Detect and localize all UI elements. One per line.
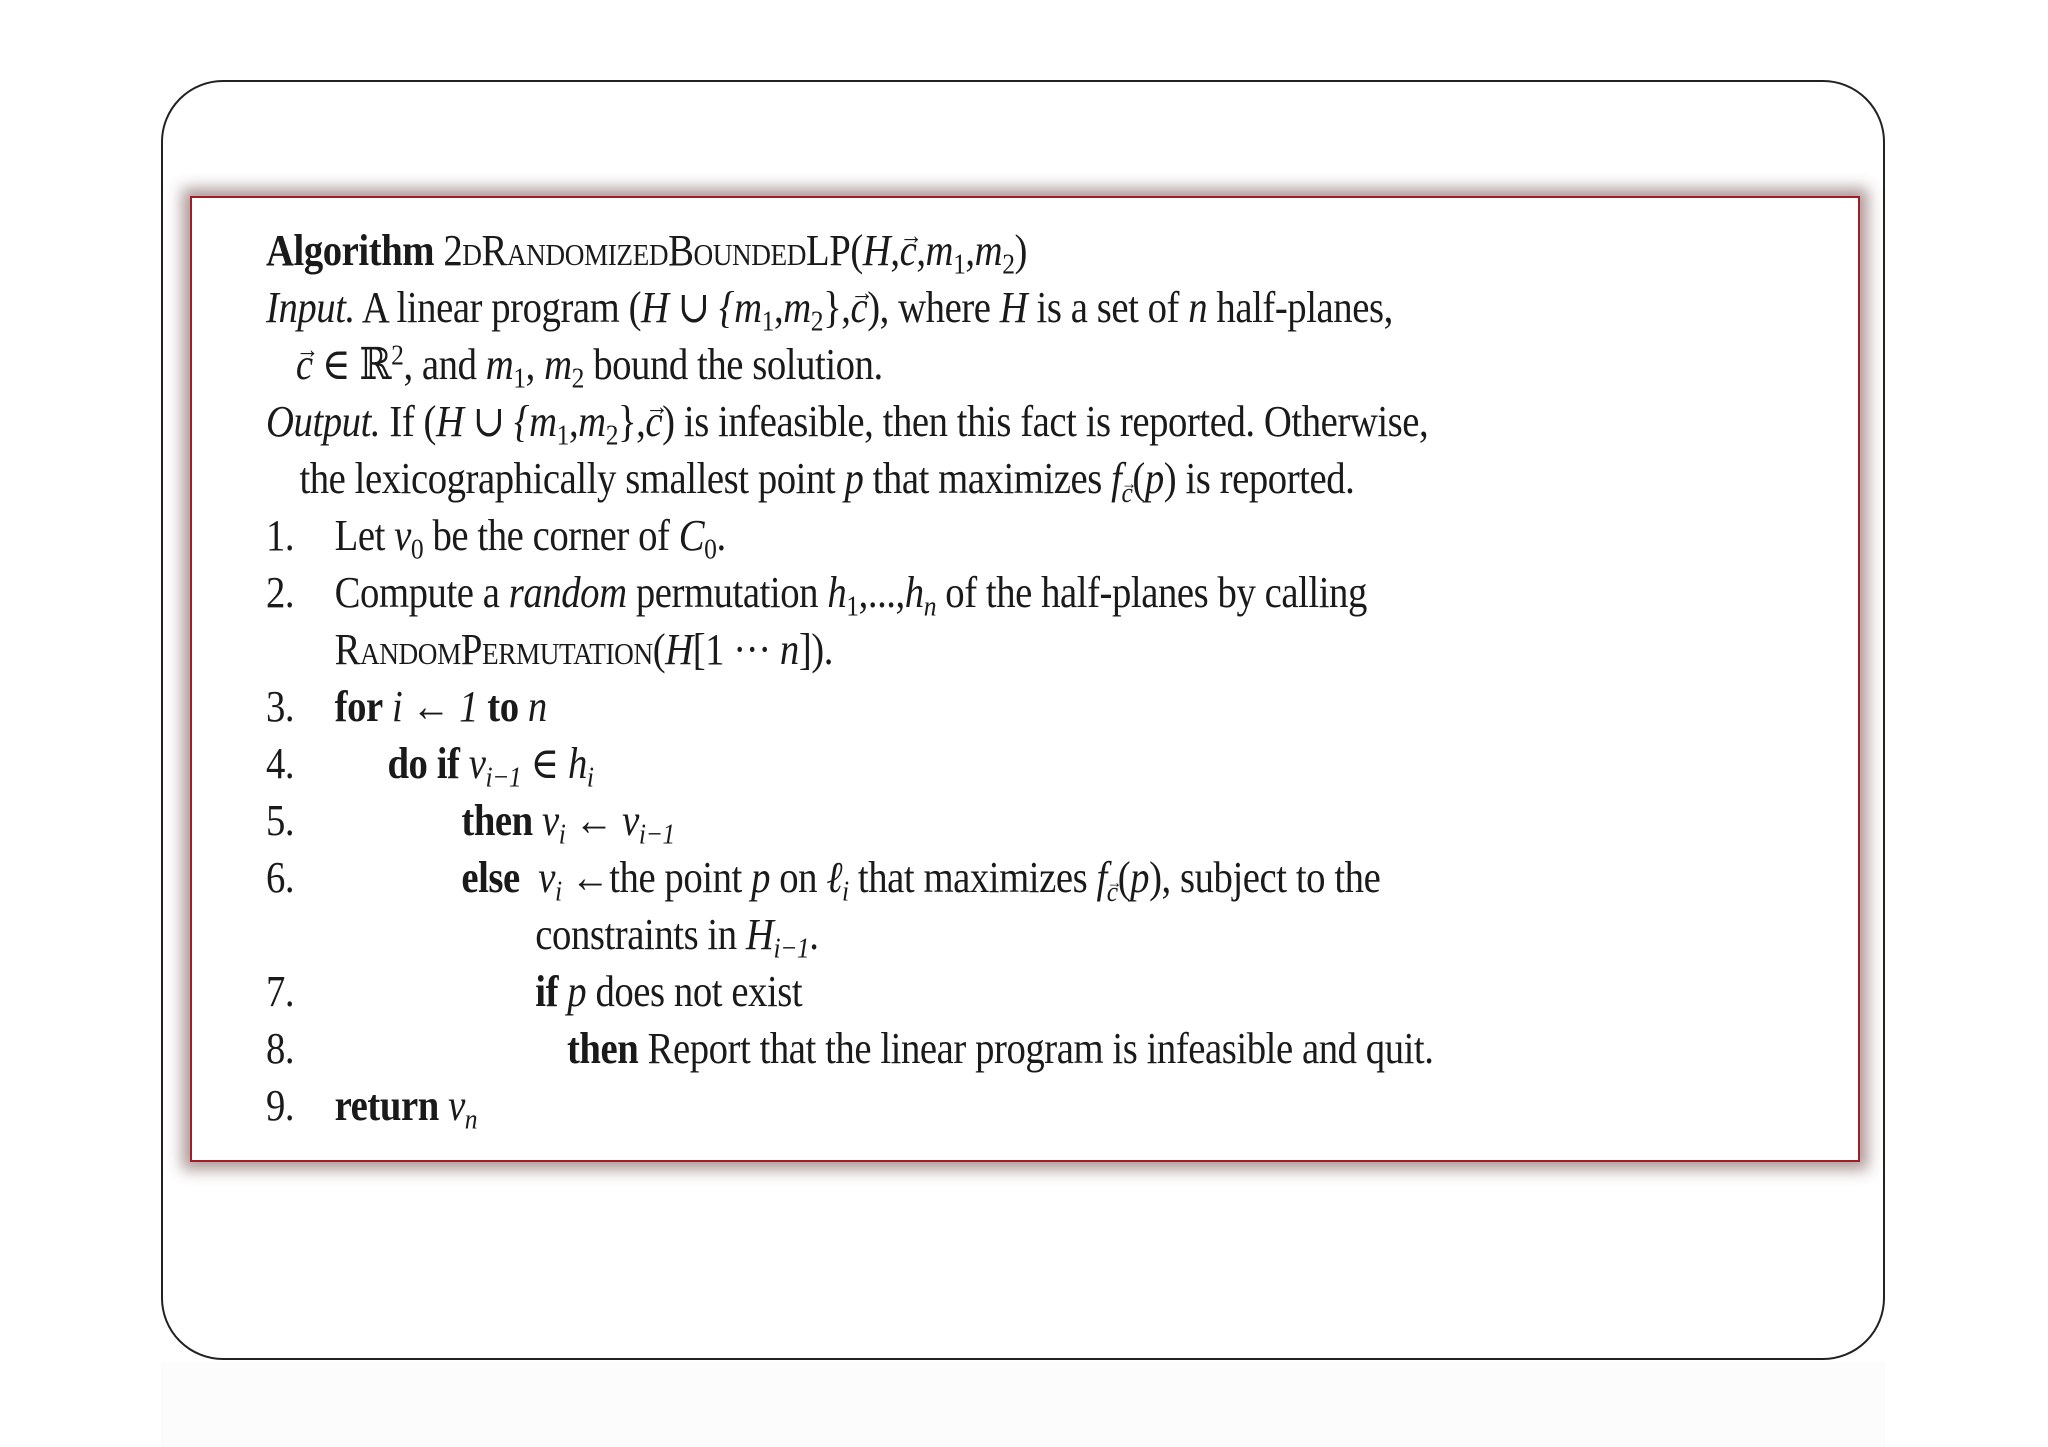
step-9: 9. return $v_n$ (266, 1077, 1586, 1134)
input-line-2: → c ∈ ℝ$^2$, and $m_1$, $m_2$ bound the solution. (266, 336, 1586, 393)
algorithm-title: Algorithm 2dRandomizedBoundedLP(H,→ $c,m_1,m_2$) (266, 222, 1586, 279)
output-line-2: the lexicographically smallest point p that maximizes $f_c(p)$ is reported. (299, 454, 1355, 509)
step-number: 4. (266, 739, 295, 788)
step-number: 5. (266, 796, 295, 845)
step-number: 2. (266, 568, 295, 617)
input-label: Input. (266, 283, 355, 332)
step-number: 6. (266, 853, 295, 902)
algorithm-text (266, 222, 1586, 1134)
bottom-strip (161, 1362, 1885, 1447)
step-3: 3. for i ← 1 to n (266, 678, 1586, 735)
algorithm-name: 2dRandomizedBoundedLP (443, 226, 851, 275)
step-2: 2. Compute a random permutation $h_1,...,h_n$ of the half-planes by calling (266, 564, 1586, 621)
step-5: 5. then $v_i$ ← $v_{i-1}$ (266, 792, 1586, 849)
step-1: 1. Let $v_0$ be the corner of $C_0$. (266, 507, 1586, 564)
random-permutation-call: RandomPermutation (334, 625, 653, 674)
output-label: Output. (266, 397, 381, 446)
step-6-continuation: constraints in $H_{i-1}$. (535, 910, 819, 965)
input-line-1: Input. A linear program (H ∪ $\{m_1,m_2\},\to c$), where H is a set of n half-planes, (266, 279, 1586, 336)
step-number: 9. (266, 1081, 295, 1130)
step-number: 1. (266, 511, 295, 560)
step-2-continuation: RandomPermutation(H[1 ··· n]). (334, 625, 833, 674)
step-8: 8. then Report that the linear program is infeasible and quit. (266, 1020, 1586, 1077)
algorithm-keyword: Algorithm (266, 226, 435, 275)
step-number: 8. (266, 1024, 295, 1073)
step-4: 4. do if $v_{i-1}$ ∈ $h_i$ (266, 735, 1586, 792)
output-line-1: Output. If (H ∪ $\{m_1,m_2\},\to c$) is infeasible, then this fact is reported. Otherwise, (266, 393, 1586, 450)
step-7: 7. if p does not exist (266, 963, 1586, 1020)
step-6: 6. else $v_i$ ←the point p on ℓ$_i$ that maximizes $f_c(p)$, subject to the (266, 849, 1586, 906)
step-number: 3. (266, 682, 295, 731)
step-number: 7. (266, 967, 295, 1016)
